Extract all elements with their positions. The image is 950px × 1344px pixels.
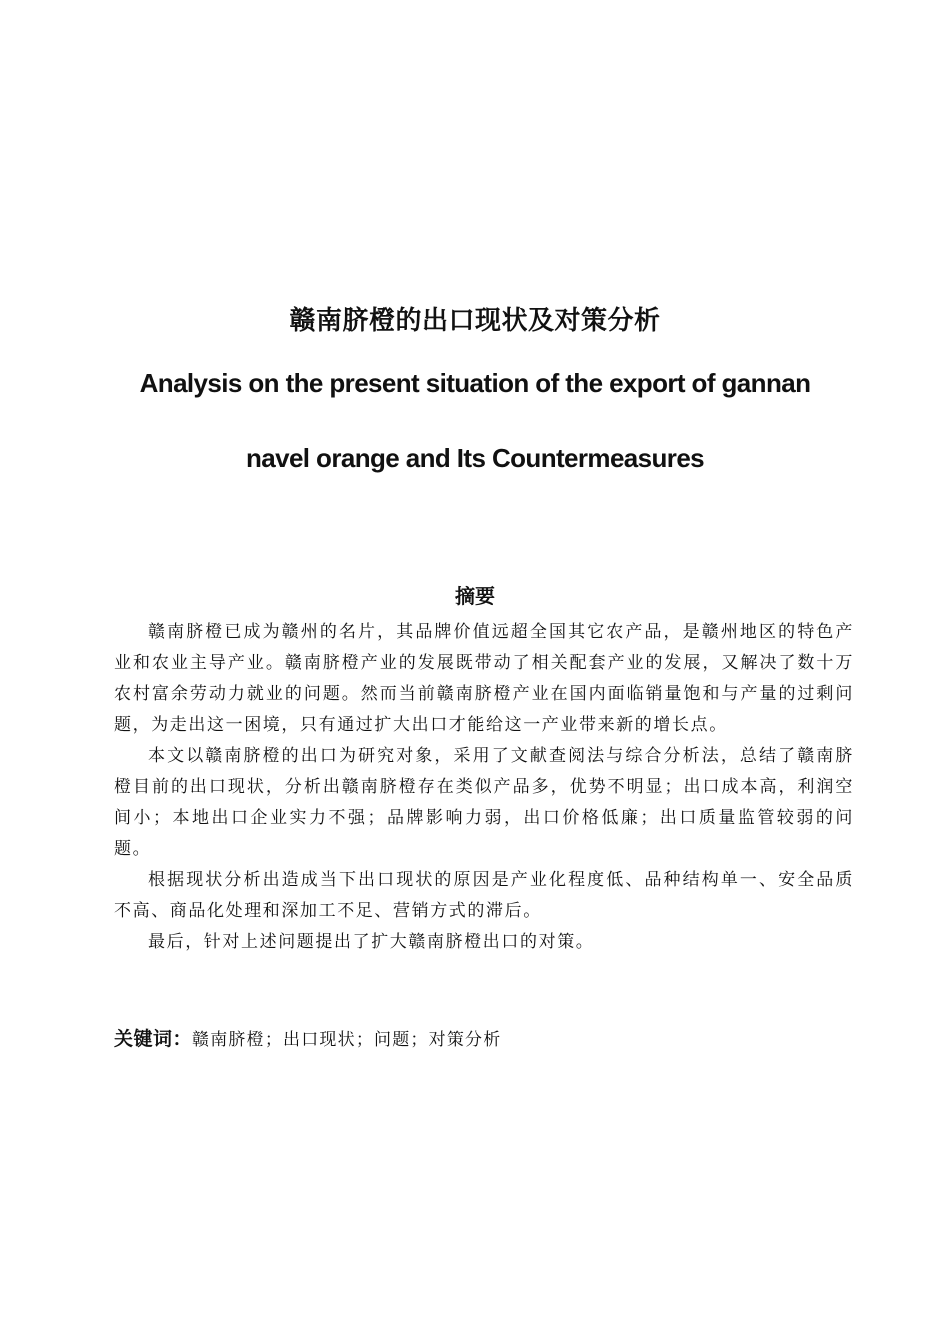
title-english-line-2: navel orange and Its Countermeasures xyxy=(245,443,705,473)
abstract-body xyxy=(114,617,854,958)
keywords-line xyxy=(114,1024,854,1051)
title-english-line-1: Analysis on the present situation of the export of gannan xyxy=(139,368,811,398)
keywords-label: 关键词： xyxy=(114,1028,193,1050)
abstract-paragraph-1: 赣南脐橙已成为赣州的名片，其品牌价值远超全国其它农产品，是赣州地区的特色产业和农业主导产业。赣南脐橙产业的发展既带动了相关配套产业的发展，又解决了数十万农村富余劳动力就业的问题。然而当前赣南脐橙产业在国内面临销量饱和与产量的过剩问题，为走出这一困境，只有通过扩大出口才能给这一产业带来新的增长点。 xyxy=(114,622,854,735)
keywords-text: 赣南脐橙；出口现状；问题；对策分析 xyxy=(192,1030,502,1050)
title-chinese: 赣南脐橙的出口现状及对策分析 xyxy=(289,306,661,336)
abstract-paragraph-4: 最后，针对上述问题提出了扩大赣南脐橙出口的对策。 xyxy=(148,932,595,952)
abstract-heading: 摘要 xyxy=(455,584,495,608)
abstract-paragraph-2: 本文以赣南脐橙的出口为研究对象，采用了文献查阅法与综合分析法，总结了赣南脐橙目前的出口现状，分析出赣南脐橙存在类似产品多，优势不明显；出口成本高，利润空间小；本地出口企业实力不强；品牌影响力弱，出口价格低廉；出口质量监管较弱的问题。 xyxy=(114,746,854,859)
abstract-paragraph-3: 根据现状分析出造成当下出口现状的原因是产业化程度低、品种结构单一、安全品质不高、商品化处理和深加工不足、营销方式的滞后。 xyxy=(114,870,854,921)
